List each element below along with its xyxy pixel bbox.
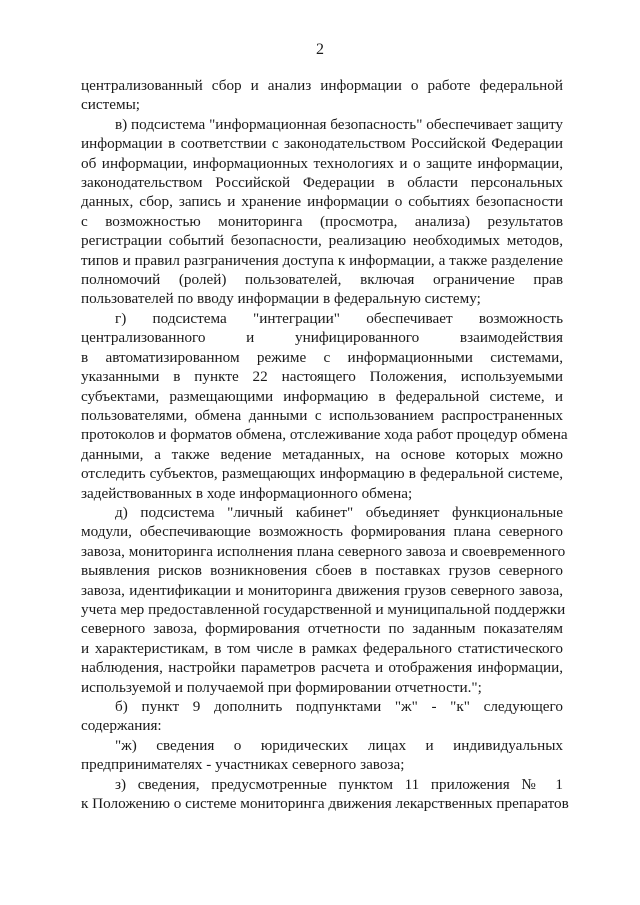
paragraph-line: г) подсистема "интеграции" обеспечивает возможность xyxy=(115,309,563,327)
page-number: 2 xyxy=(316,41,324,58)
paragraph-line: данными, а также ведение метаданных, на основе которых можно xyxy=(81,445,563,463)
paragraph-line: данных, сбор, запись и хранение информации о событиях безопасности xyxy=(81,193,563,211)
paragraph-line: модули, обеспечивающие возможность формирования плана северного xyxy=(81,523,563,541)
paragraph xyxy=(81,697,563,736)
paragraph-line: выявления рисков возникновения сбоев в поставках грузов северного xyxy=(81,562,563,580)
paragraph-line: северного завоза, формирования отчетности по заданным показателям xyxy=(81,620,563,638)
paragraph xyxy=(81,309,568,503)
paragraph-line: используемой и получаемой при формировании отчетности."; xyxy=(81,678,482,696)
paragraph xyxy=(81,76,563,115)
paragraph-line: законодательством Российской Федерации в области персональных xyxy=(81,174,563,192)
paragraph xyxy=(81,503,566,697)
paragraph-line: б) пункт 9 дополнить подпунктами "ж" - "к" следующего xyxy=(115,698,563,715)
paragraph-line: об информации, информационных технологиях и о защите информации, xyxy=(81,154,563,172)
paragraph-line: централизованный сбор и анализ информации о работе федеральной xyxy=(81,77,563,94)
paragraph-line: д) подсистема "личный кабинет" объединяет функциональные xyxy=(115,503,563,521)
paragraph-line: завоза, мониторинга исполнения плана северного завоза и своевременного xyxy=(81,542,566,560)
paragraph-line: учета мер предоставленной государственной и муниципальной поддержки xyxy=(81,600,566,618)
paragraph-line: пользователями, обмена данными с использованием распространенных xyxy=(81,406,563,424)
paragraph-line: информации в соответствии с законодательством Российской Федерации xyxy=(81,135,563,153)
paragraph-line: пользователей по вводу информации в федеральную систему; xyxy=(81,290,481,308)
paragraph-line: завоза, идентификации и мониторинга движения грузов северного завоза, xyxy=(81,581,563,599)
paragraph xyxy=(81,775,569,814)
paragraph-line: и характеристикам, в том числе в рамках федерального статистического xyxy=(81,639,563,657)
paragraph-line: з) сведения, предусмотренные пунктом 11 приложения № 1 xyxy=(115,775,563,793)
paragraph-line: в) подсистема "информационная безопасность" обеспечивает защиту xyxy=(115,115,563,133)
paragraph-line: содержания: xyxy=(81,717,162,735)
document-body xyxy=(81,76,569,813)
paragraph-line: указанными в пункте 22 настоящего Положения, используемыми xyxy=(81,368,563,386)
paragraph-line: с возможностью мониторинга (просмотра, анализа) результатов xyxy=(81,212,563,230)
paragraph-line: наблюдения, настройки параметров расчета и отображения информации, xyxy=(81,659,563,677)
paragraph-line: к Положению о системе мониторинга движения лекарственных препаратов xyxy=(81,795,569,813)
paragraph-line: централизованного и унифицированного взаимодействия xyxy=(81,329,563,347)
paragraph-line: протоколов и форматов обмена, отслеживание хода работ процедур обмена xyxy=(81,426,568,444)
paragraph-line: субъектами, размещающими информацию в федеральной системе, и xyxy=(81,387,563,405)
paragraph-line: системы; xyxy=(81,96,141,114)
paragraph-line: задействованных в ходе информационного обмена; xyxy=(81,484,413,502)
paragraph-line: "ж) сведения о юридических лицах и индивидуальных xyxy=(115,736,563,754)
paragraph-line: в автоматизированном режиме с информационными системами, xyxy=(81,348,563,366)
paragraph-line: отследить субъектов, размещающих информацию в федеральной системе, xyxy=(81,465,563,483)
paragraph xyxy=(81,736,563,775)
paragraph-line: полномочий (ролей) пользователей, включая ограничение прав xyxy=(81,271,563,289)
paragraph-line: предпринимателях - участниках северного завоза; xyxy=(81,756,405,774)
paragraph-line: типов и правил разграничения доступа к информации, а также разделение xyxy=(81,251,563,269)
paragraph-line: регистрации событий безопасности, реализацию необходимых методов, xyxy=(81,232,563,250)
paragraph xyxy=(81,115,563,309)
